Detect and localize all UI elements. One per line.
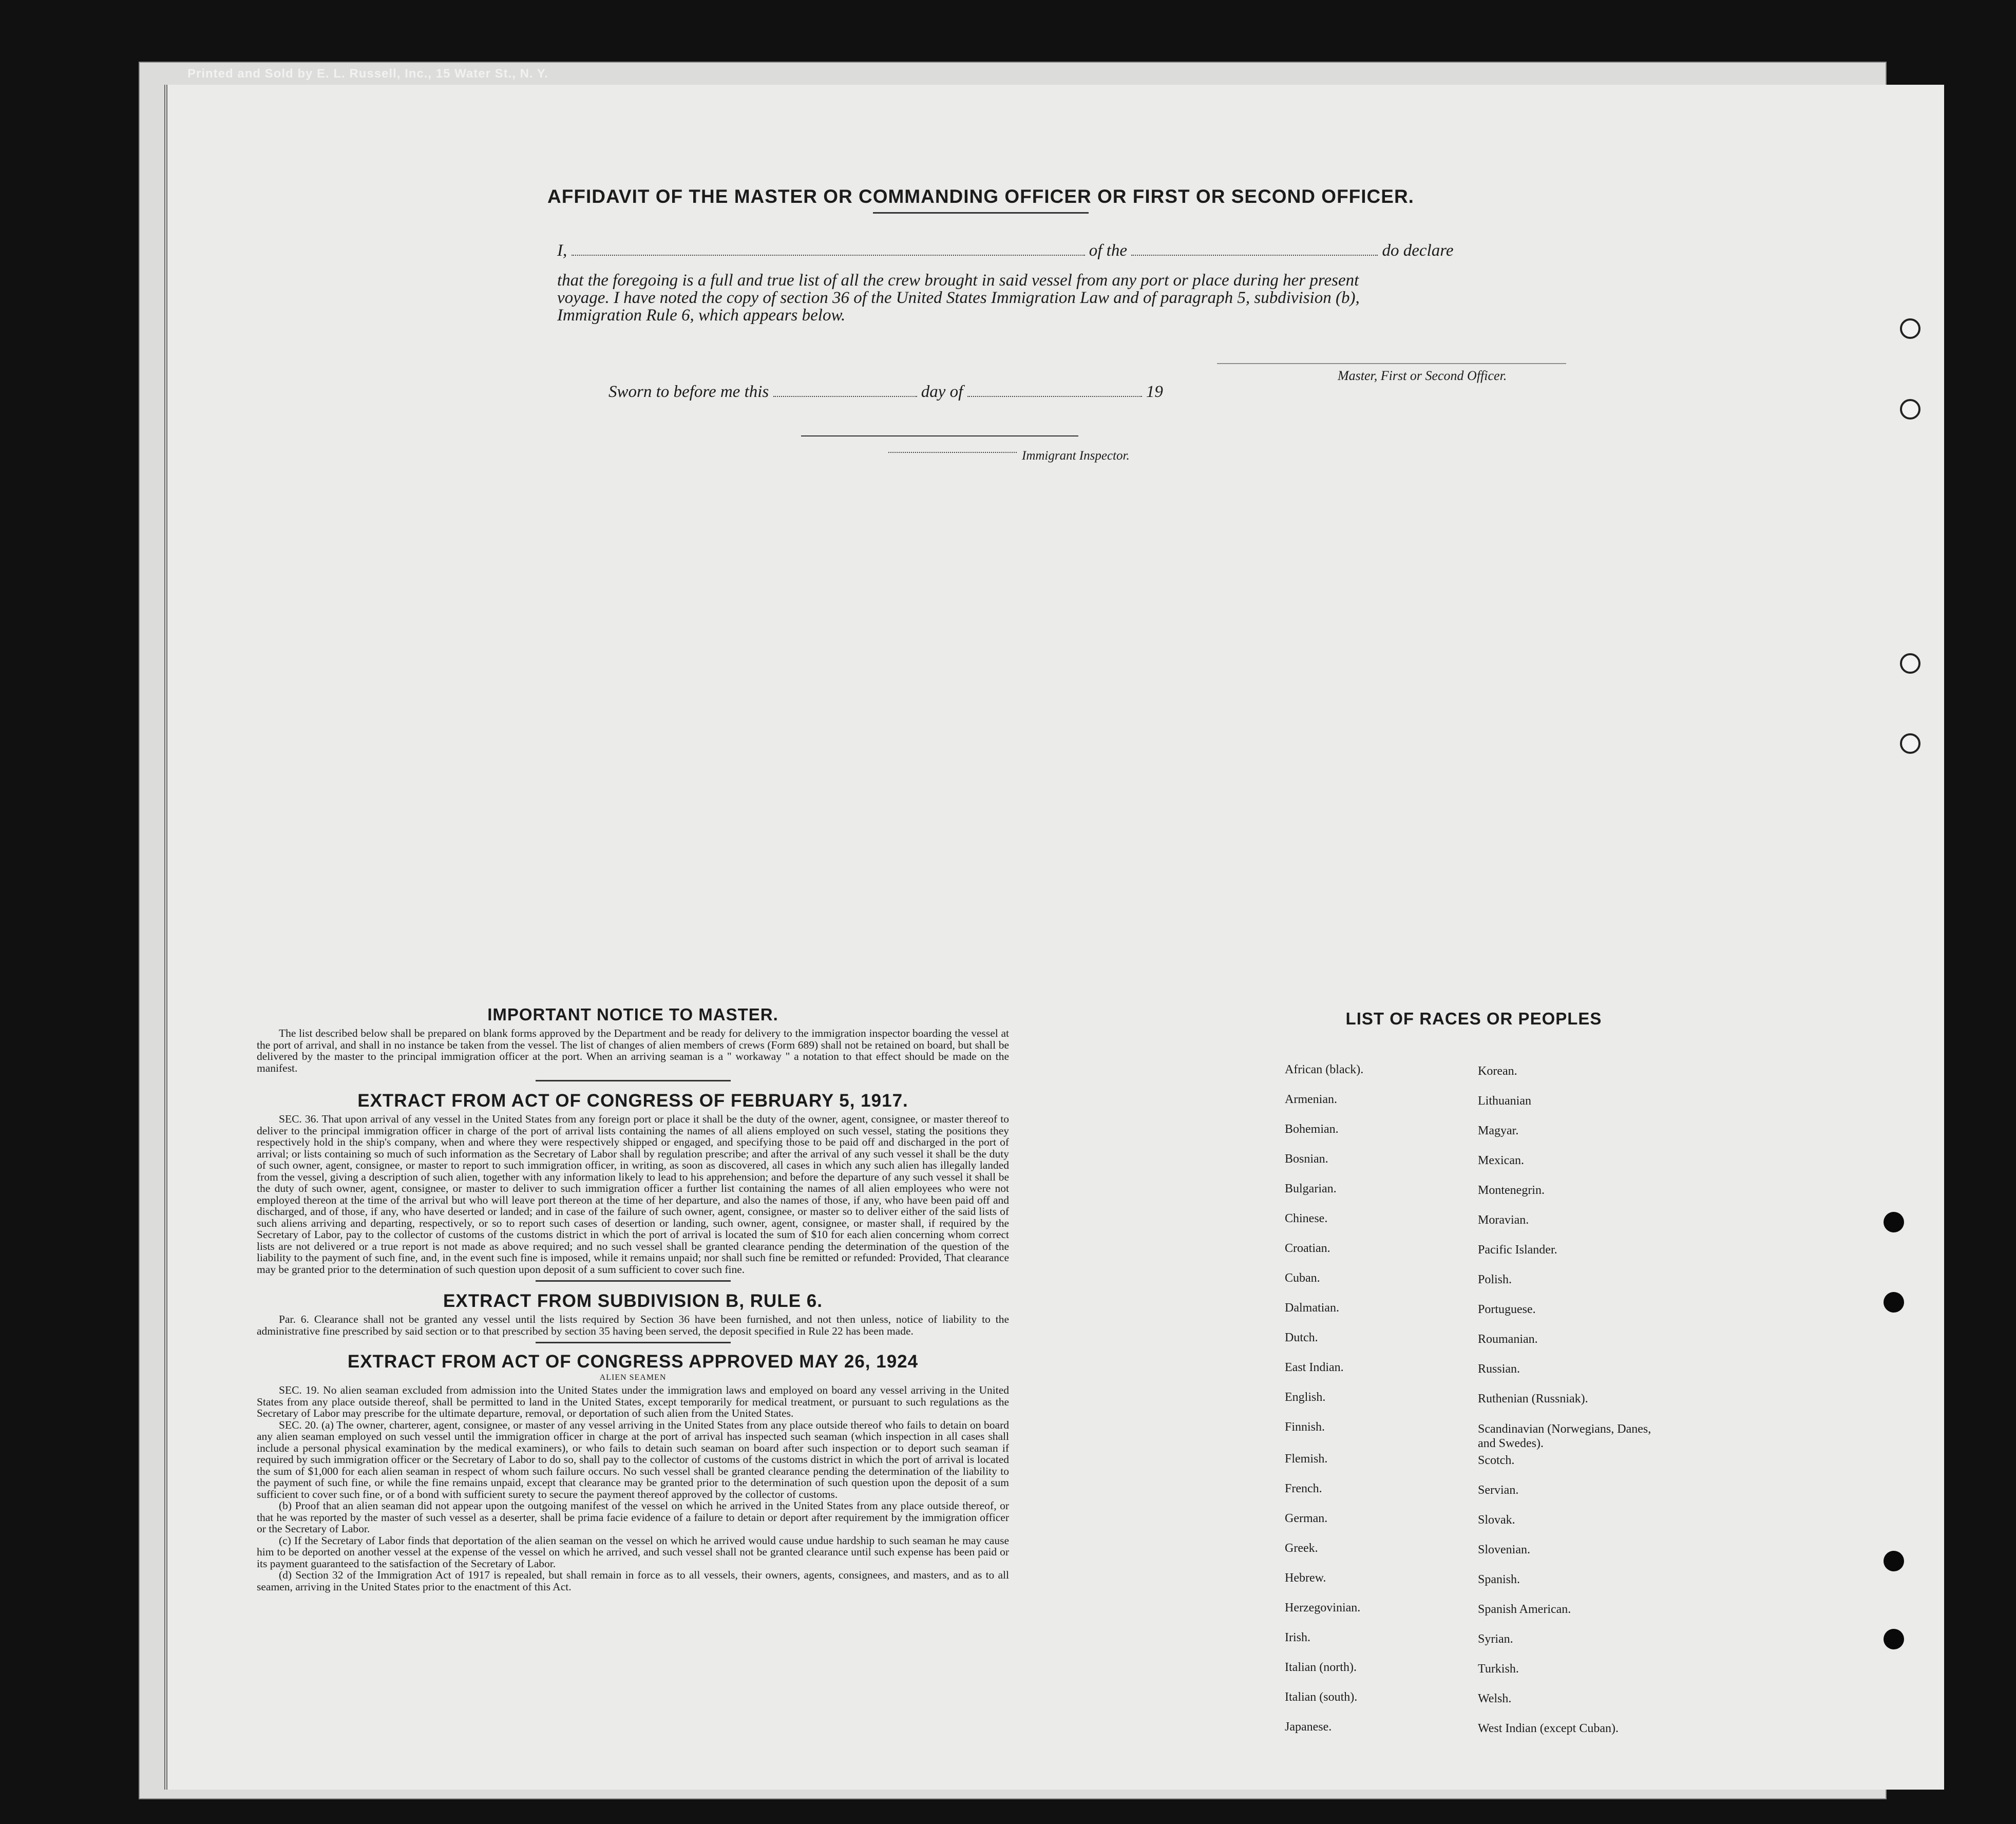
sworn-label: Sworn to before me this (608, 383, 769, 401)
notice-rule (536, 1080, 731, 1081)
affidavit-line3: voyage. I have noted the copy of section 36 of the United States Immigration Law and of paragraph 5, subdivision (b), (557, 289, 1360, 307)
extract-rule6-rule (536, 1342, 731, 1343)
race-item: Montenegrin. (1478, 1184, 1545, 1197)
year-prefix: 19 (1146, 383, 1163, 401)
race-item: Spanish. (1478, 1573, 1520, 1586)
races-title: LIST OF RACES OR PEOPLES (1345, 1009, 1602, 1028)
race-item: Ruthenian (Russniak). (1478, 1392, 1588, 1405)
name-blank[interactable] (572, 255, 1085, 256)
race-item: Lithuanian (1478, 1094, 1531, 1108)
race-item: Finnish. (1285, 1420, 1325, 1434)
race-item: Chinese. (1285, 1212, 1328, 1225)
binder-hole-icon (1900, 318, 1920, 339)
race-item: German. (1285, 1512, 1328, 1525)
binder-hole-icon (1884, 1551, 1904, 1571)
master-signature-label: Master, First or Second Officer. (1338, 368, 1507, 383)
binder-hole-icon (1884, 1212, 1904, 1232)
extract-1917-rule (536, 1280, 731, 1282)
race-item: Scotch. (1478, 1454, 1515, 1467)
race-item: West Indian (except Cuban). (1478, 1722, 1619, 1735)
race-item: Roumanian. (1478, 1333, 1538, 1346)
race-item: Mexican. (1478, 1154, 1524, 1167)
race-item: Welsh. (1478, 1692, 1512, 1705)
affidavit-title: AFFIDAVIT OF THE MASTER OR COMMANDING OFFICER OR FIRST OR SECOND OFFICER. (547, 186, 1414, 207)
race-item: African (black). (1285, 1063, 1364, 1076)
master-signature-line (1217, 363, 1566, 364)
race-item: Russian. (1478, 1362, 1520, 1376)
race-item: Korean. (1478, 1065, 1517, 1078)
race-item: Japanese. (1285, 1720, 1332, 1734)
extract-1917-title: EXTRACT FROM ACT OF CONGRESS OF FEBRUARY 5, 1917. (357, 1091, 908, 1111)
notice-title: IMPORTANT NOTICE TO MASTER. (487, 1005, 778, 1024)
day-of-label: day of (921, 383, 963, 401)
race-item: East Indian. (1285, 1361, 1344, 1374)
race-item: Magyar. (1478, 1124, 1519, 1137)
race-item: Polish. (1478, 1273, 1512, 1286)
affidavit-of-the-label: of the (1089, 241, 1127, 260)
race-item: Italian (south). (1285, 1690, 1358, 1704)
race-item: Scandinavian (Norwegians, Danes, and Swedes). (1478, 1422, 1651, 1450)
race-item: Pacific Islander. (1478, 1243, 1557, 1257)
extract-1924-title: EXTRACT FROM ACT OF CONGRESS APPROVED MAY 26, 1924 (347, 1352, 919, 1372)
notice-section (257, 1005, 1009, 1592)
extract-1924-para: SEC. 19. No alien seaman excluded from admission into the United States under the immigration laws and employed on board any vessel arriving in the United States from any place outside thereof, shall be permitted to land in the United States, except temporarily for medical treatment, or pursuant to such regulations as the Secretary of Labor may prescribe for the ultimate departure, removal, or deportation of such alien from the United States. (257, 1384, 1009, 1419)
inspector-blank[interactable] (888, 452, 1017, 453)
printer-line: Printed and Sold by E. L. Russell, Inc., 15 Water St., N. Y. (187, 67, 548, 81)
race-item: Dalmatian. (1285, 1301, 1339, 1315)
race-item: Herzegovinian. (1285, 1601, 1361, 1614)
extract-1924-para: (d) Section 32 of the Immigration Act of 1917 is repealed, but shall remain in force as to all vessels, their owners, agents, consignees, and masters, and as to all seamen, arriving in the United States prior to the enactment of this Act. (257, 1569, 1009, 1593)
affidavit-line2: that the foregoing is a full and true list of all the crew brought in said vessel from any port or place during her present (557, 271, 1359, 290)
race-item: Croatian. (1285, 1242, 1330, 1255)
race-item: Cuban. (1285, 1271, 1320, 1285)
binder-hole-icon (1884, 1292, 1904, 1313)
race-item: Dutch. (1285, 1331, 1318, 1344)
race-item: Flemish. (1285, 1452, 1328, 1466)
race-item: Spanish American. (1478, 1603, 1571, 1616)
extract-1924-para: SEC. 20. (a) The owner, charterer, agent, consignee, or master of any vessel arriving in the United States from any place outside thereof who fails to detain on board any alien seaman employed on such vessel until the immigration officer in charge at the port of arrival has inspected such seaman (which inspection in all cases shall include a personal physical examination by the medical examiners), or who fails to detain such seaman on board after such inspection or to deport such seaman if required by such immigration officer or the Secretary of Labor to do so, shall pay to the collector of customs of the customs district in which the port of arrival is located the sum of $1,000 for each alien seaman in respect of whom such failure occurs. No such vessel shall be granted clearance pending the determination of the liability to the payment of such fine, or while the fine remains unpaid, except that clearance may be granted prior to the determination of such question upon the deposit of a sum sufficient to cover such fine, or of a bond with sufficient surety to secure the payment thereof approved by the collector of customs. (257, 1418, 1009, 1500)
inspector-upper-line (801, 435, 1078, 436)
inspector-label: Immigrant Inspector. (1022, 449, 1130, 463)
sworn-day-blank[interactable] (773, 396, 917, 397)
extract-1924-para: (b) Proof that an alien seaman did not appear upon the outgoing manifest of the vessel on which he arrived in the United States from any place outside thereof, or that he was reported by the master of such vessel as a deserter, shall be prima facie evidence of a failure to detain or deport after requirement by the immigration officer or the Secretary of Labor. (257, 1499, 1009, 1535)
affidavit-do-declare-label: do declare (1382, 241, 1454, 260)
title-underline (873, 212, 1089, 214)
notice-text: The list described below shall be prepared on blank forms approved by the Department and be ready for delivery to the immigration inspector boarding the vessel at the port of arrival, and shall in no instance be taken from the vessel. The list of changes of alien members of crews (Form 689) shall not be retained on board, but shall be delivered by the master to the principal immigration officer at the port. When an arriving seaman is a " workaway " a notation to that effect should be made on the manifest. (257, 1027, 1009, 1074)
affidavit-line1 (557, 241, 1594, 260)
extract-1924-para: (c) If the Secretary of Labor finds that deportation of the alien seaman on the vessel on which he arrived would cause undue hardship to such seaman he may cause him to be deported on another vessel at the expense of the vessel on which he arrived, and such vessel shall not be granted clearance until such expense has been paid or its payment guaranteed to the satisfaction of the Secretary of Labor. (257, 1534, 1009, 1570)
vessel-blank[interactable] (1131, 255, 1378, 256)
race-item: Slovenian. (1478, 1543, 1530, 1556)
extract-rule6-title: EXTRACT FROM SUBDIVISION B, RULE 6. (443, 1291, 823, 1311)
extract-rule6-text: Par. 6. Clearance shall not be granted any vessel until the lists required by Section 36 have been furnished, and not then unless, notice of liability to the administrative fine prescribed by said section or to that prescribed by section 35 having been served, the deposit specified in Rule 22 has been made. (257, 1313, 1009, 1337)
race-item: Servian. (1478, 1484, 1519, 1497)
race-item: English. (1285, 1391, 1326, 1404)
binder-hole-icon (1900, 653, 1920, 674)
race-item: Moravian. (1478, 1213, 1529, 1227)
race-item: Greek. (1285, 1542, 1318, 1555)
race-item: Bohemian. (1285, 1123, 1339, 1136)
affidavit-line4: Immigration Rule 6, which appears below. (557, 306, 846, 325)
binder-hole-icon (1900, 733, 1920, 754)
race-item: Turkish. (1478, 1662, 1519, 1676)
affidavit-i-label: I, (557, 241, 567, 260)
race-item: Italian (north). (1285, 1661, 1357, 1674)
sworn-line (608, 383, 1163, 402)
race-item: Irish. (1285, 1631, 1310, 1644)
binder-hole-icon (1884, 1629, 1904, 1649)
extract-1917-text: SEC. 36. That upon arrival of any vessel in the United States from any foreign port or place it shall be the duty of the owner, agent, consignee, or master thereof to deliver to the principal immigration officer in charge of the port of arrival lists containing the names of all aliens employed on such vessel, stating the positions they respectively hold in the ship's company, when and where they were respectively shipped or engaged, and specifying those to be paid off and discharged in the port of arrival; or lists containing so much of such information as the Secretary of Labor shall by regulation prescribe; and after the arrival of any such vessel it shall be the duty of such owner, agent, consignee, or master to report to such immigration officer, in writing, as soon as discovered, all cases in which any such alien has illegally landed from the vessel, giving a description of such alien, together with any information likely to lead to his apprehension; and before the departure of any such vessel it shall be the duty of such owner, agent, consignee, or master to deliver to such immigration officer a further list containing the names of all alien employees who were not employed thereon at the time of the arrival but who will leave port thereon at the time of her departure, and also the names of those, if any, who have been paid off and discharged, and of those, if any, who have deserted or landed; and in case of the failure of such owner, agent, consignee, or master so to deliver either of the said lists of such aliens arriving and departing, respectively, or so to report such cases of desertion or landing, such owner, agent, consignee, or master shall, if required by the Secretary of Labor, pay to the collector of customs of the customs district in which the port of arrival is located the sum of $10 for each alien concerning whom correct lists are not delivered or a true report is not made as above required; and no such vessel shall be granted clearance pending the determination of the question of the liability to the payment of such fine, and, in the event such fine is imposed, while it remains unpaid; nor shall such fine be remitted or refunded: Provided, That clearance may be granted prior to the determination of such question upon deposit of a sum sufficient to cover such fine. (257, 1113, 1009, 1276)
race-item: Hebrew. (1285, 1571, 1326, 1585)
race-item: Bosnian. (1285, 1152, 1328, 1166)
race-item: French. (1285, 1482, 1322, 1495)
race-item: Syrian. (1478, 1632, 1513, 1646)
race-item: Portuguese. (1478, 1303, 1536, 1316)
race-item: Bulgarian. (1285, 1182, 1337, 1195)
race-item: Armenian. (1285, 1093, 1337, 1106)
extract-1924-subtitle: ALIEN SEAMEN (599, 1373, 667, 1382)
sworn-month-blank[interactable] (967, 396, 1142, 397)
binder-hole-icon (1900, 399, 1920, 420)
race-item: Slovak. (1478, 1513, 1515, 1527)
